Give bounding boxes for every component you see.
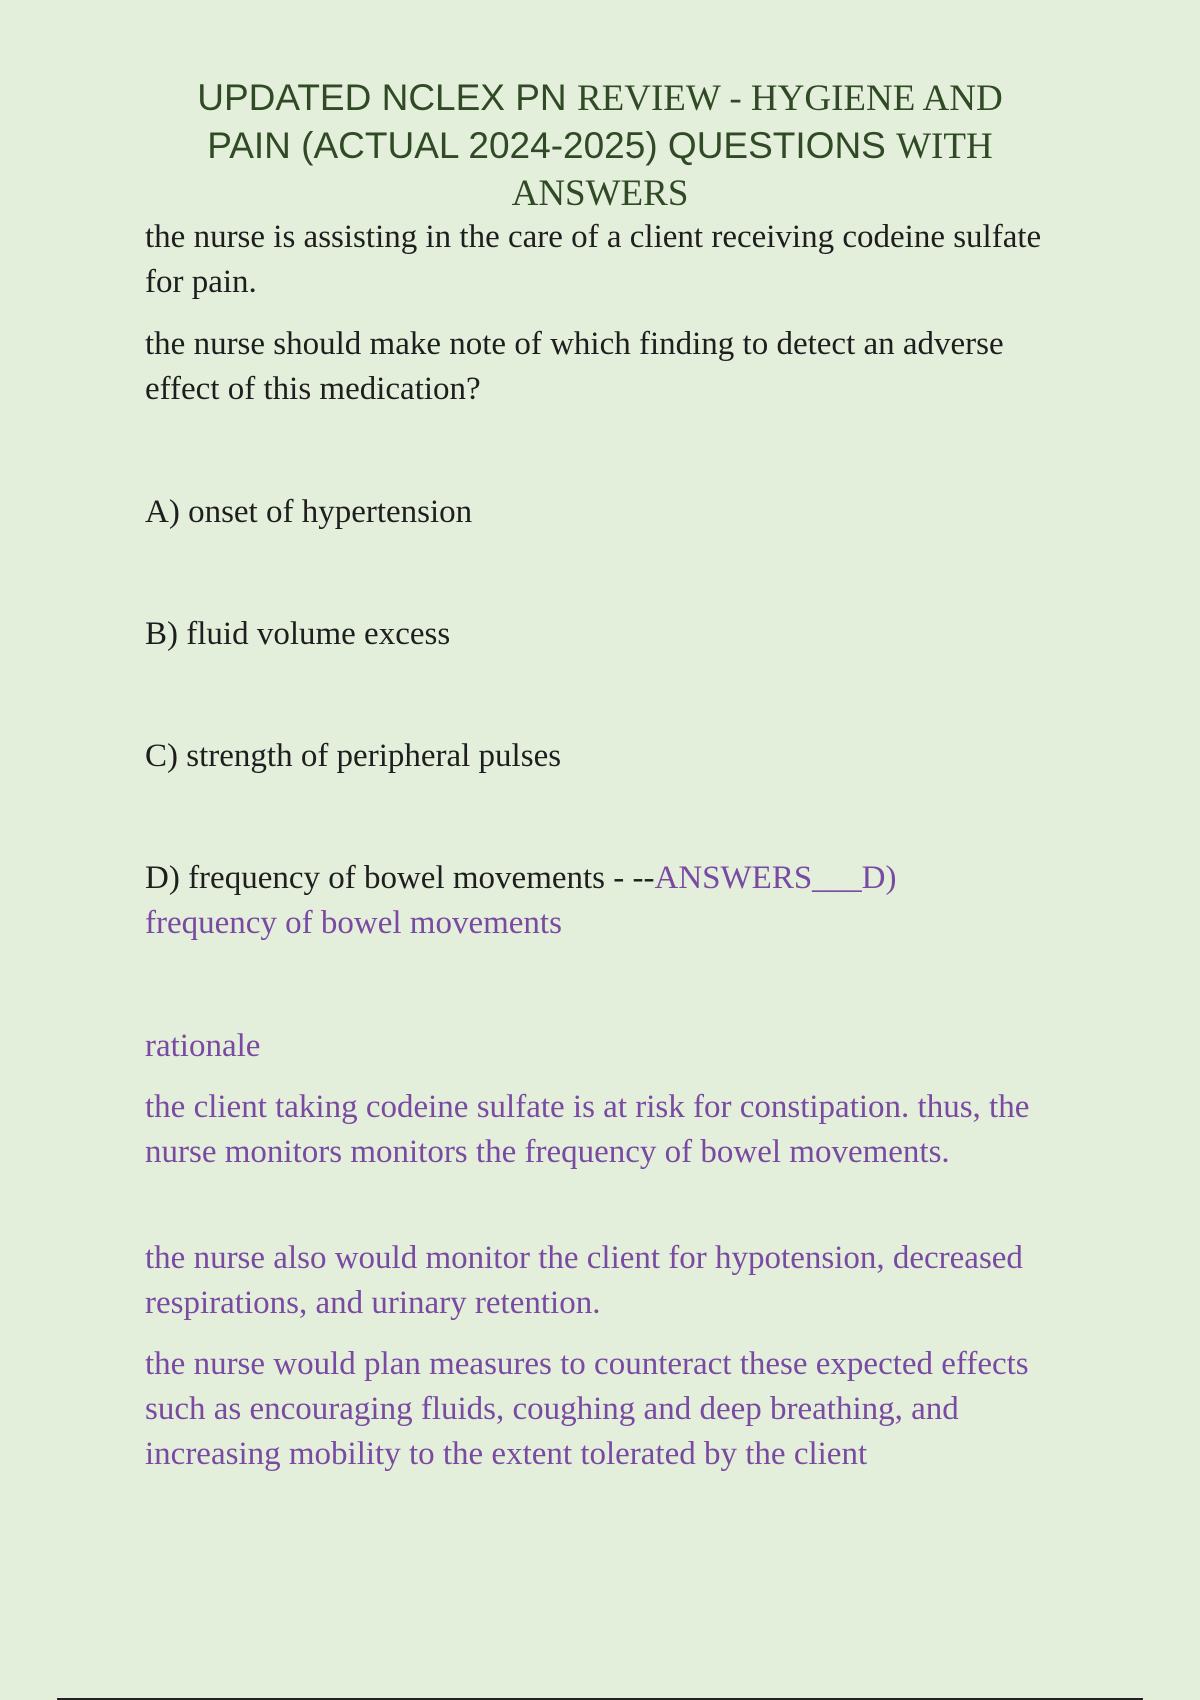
rationale-paragraph-3: the nurse would plan measures to counteract these expected effects such as encouraging fluids, coughing and deep breathing, and increasing mobility to the extent tolerated by the client bbox=[145, 1346, 1029, 1472]
answer-label: ANSWERS___D) bbox=[654, 860, 897, 896]
rationale-heading: rationale bbox=[145, 1028, 261, 1064]
title-line-2: PAIN (ACTUAL 2024-2025) QUESTIONS WITH bbox=[207, 125, 993, 167]
option-c: C) strength of peripheral pulses bbox=[145, 738, 562, 774]
question-paragraph-1: the nurse is assisting in the care of a client receiving codeine sulfate for pain. bbox=[145, 219, 1042, 300]
option-a: A) onset of hypertension bbox=[145, 494, 473, 530]
option-b: B) fluid volume excess bbox=[145, 616, 451, 652]
title-line-3: ANSWERS bbox=[511, 173, 689, 214]
question-paragraph-2: the nurse should make note of which finding to detect an adverse effect of this medication? bbox=[145, 326, 1004, 407]
option-d: D) frequency of bowel movements - -- bbox=[145, 860, 655, 896]
rationale-paragraph-2: the nurse also would monitor the client for hypotension, decreased respirations, and urinary retention. bbox=[145, 1240, 1023, 1321]
answer-text: frequency of bowel movements bbox=[145, 905, 562, 941]
title-line-1: UPDATED NCLEX PN REVIEW - HYGIENE AND bbox=[197, 77, 1003, 119]
document-title bbox=[120, 74, 1080, 217]
option-d-with-answer bbox=[145, 856, 1065, 946]
rationale-paragraph-1: the client taking codeine sulfate is at risk for constipation. thus, the nurse monitors monitors the frequency of bowel movements. bbox=[145, 1089, 1030, 1170]
